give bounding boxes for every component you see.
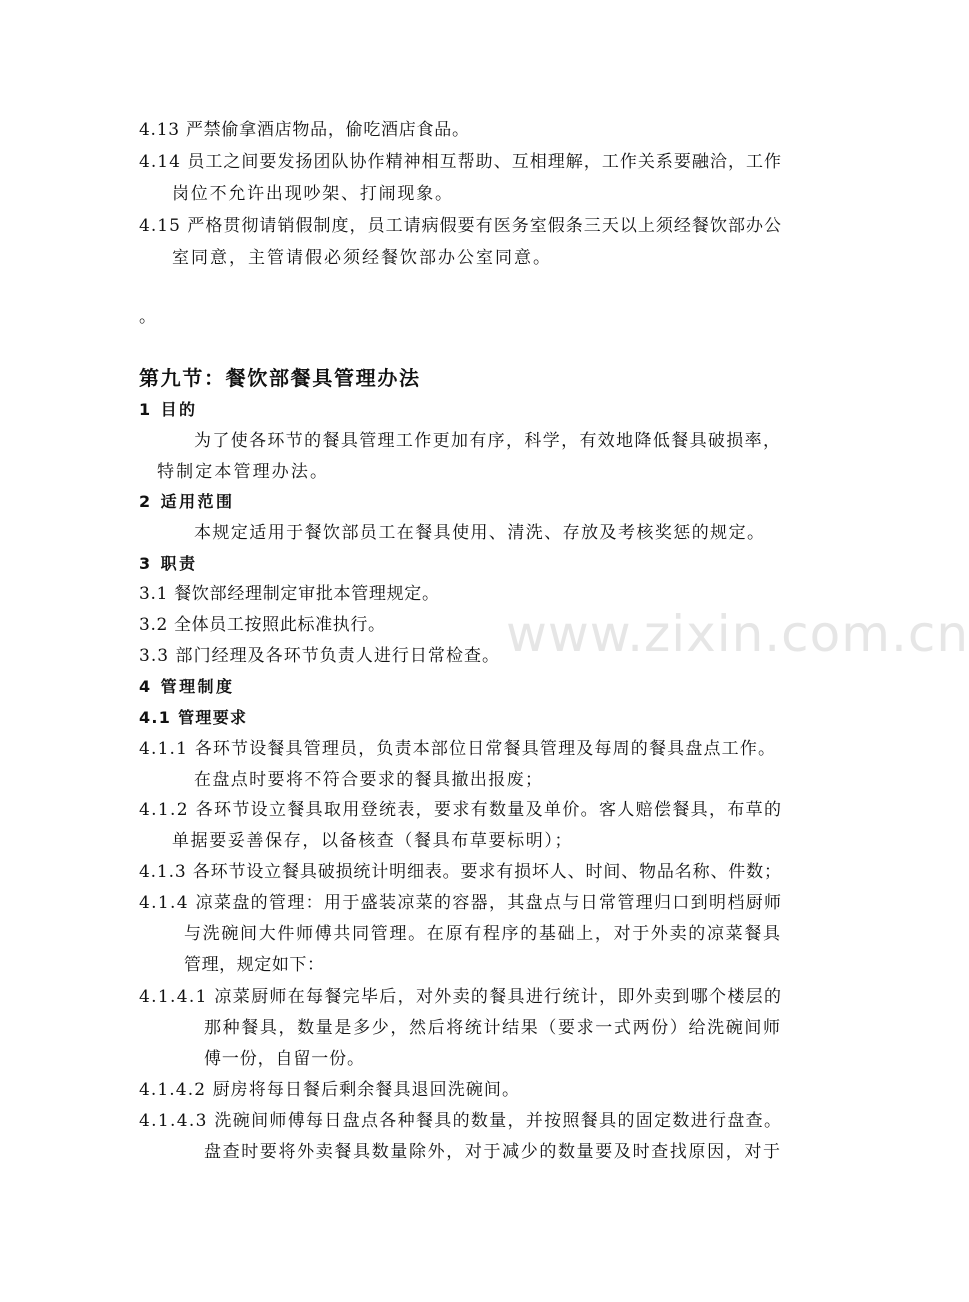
text-line: 那种餐具，数量是多少，然后将统计结果（要求一式两份）给洗碗间师 <box>204 1018 782 1038</box>
text-line: 本规定适用于餐饮部员工在餐具使用、清洗、存放及考核奖惩的规定。 <box>194 523 766 543</box>
text-line: 。 <box>139 307 156 327</box>
text-line: 岗位不允许出现吵架、打闹现象。 <box>172 184 454 204</box>
text-line: 在盘点时要将不符合要求的餐具撤出报废； <box>194 770 544 790</box>
text-line: 单据要妥善保存，以备核查（餐具布草要标明）； <box>172 831 574 851</box>
text-line: 4.14 员工之间要发扬团队协作精神相互帮助、互相理解，工作关系要融洽，工作 <box>139 152 783 172</box>
text-line: 为了使各环节的餐具管理工作更加有序，科学，有效地降低餐具破损率， <box>194 431 782 451</box>
watermark: www.zixin.com.cn <box>506 605 969 663</box>
text-line: 4.1.4.3 洗碗间师傅每日盘点各种餐具的数量，并按照餐具的固定数进行盘查。 <box>139 1111 783 1131</box>
text-line: 傅一份，自留一份。 <box>204 1049 365 1069</box>
text-line: 室同意，主管请假必须经餐饮部办公室同意。 <box>172 248 552 268</box>
text-line: 4.1.4.2 厨房将每日餐后剩余餐具退回洗碗间。 <box>139 1080 521 1100</box>
text-line: 4.1.1 各环节设餐具管理员，负责本部位日常餐具管理及每周的餐具盘点工作。 <box>139 739 777 759</box>
heading-scope: 2 适用范围 <box>139 492 235 511</box>
text-line: 4.15 严格贯彻请销假制度，员工请病假要有医务室假条三天以上须经餐饮部办公 <box>139 216 783 236</box>
text-line: 管理，规定如下： <box>184 955 325 975</box>
text-line: 4.1.2 各环节设立餐具取用登统表，要求有数量及单价。客人赔偿餐具，布草的 <box>139 800 783 820</box>
text-line: 盘查时要将外卖餐具数量除外，对于减少的数量要及时查找原因，对于 <box>204 1142 782 1162</box>
text-line: 与洗碗间大件师傅共同管理。在原有程序的基础上，对于外卖的凉菜餐具 <box>184 924 782 944</box>
heading-responsibility: 3 职责 <box>139 554 198 573</box>
heading-management-requirements: 4.1 管理要求 <box>139 708 248 727</box>
text-line: 3.1 餐饮部经理制定审批本管理规定。 <box>139 584 440 604</box>
text-line: 特制定本管理办法。 <box>157 462 330 482</box>
text-line: 3.3 部门经理及各环节负责人进行日常检查。 <box>139 646 501 666</box>
text-line: 4.13 严禁偷拿酒店物品，偷吃酒店食品。 <box>139 120 470 140</box>
heading-management-system: 4 管理制度 <box>139 677 235 696</box>
text-line: 4.1.4 凉菜盘的管理：用于盛装凉菜的容器，其盘点与日常管理归口到明档厨师 <box>139 893 783 913</box>
heading-purpose: 1 目的 <box>139 400 198 419</box>
text-line: 4.1.3 各环节设立餐具破损统计明细表。要求有损坏人、时间、物品名称、件数； <box>139 862 782 882</box>
section-title: 第九节：餐饮部餐具管理办法 <box>139 366 421 390</box>
text-line: 4.1.4.1 凉菜厨师在每餐完毕后，对外卖的餐具进行统计，即外卖到哪个楼层的 <box>139 987 783 1007</box>
text-line: 3.2 全体员工按照此标准执行。 <box>139 615 386 635</box>
